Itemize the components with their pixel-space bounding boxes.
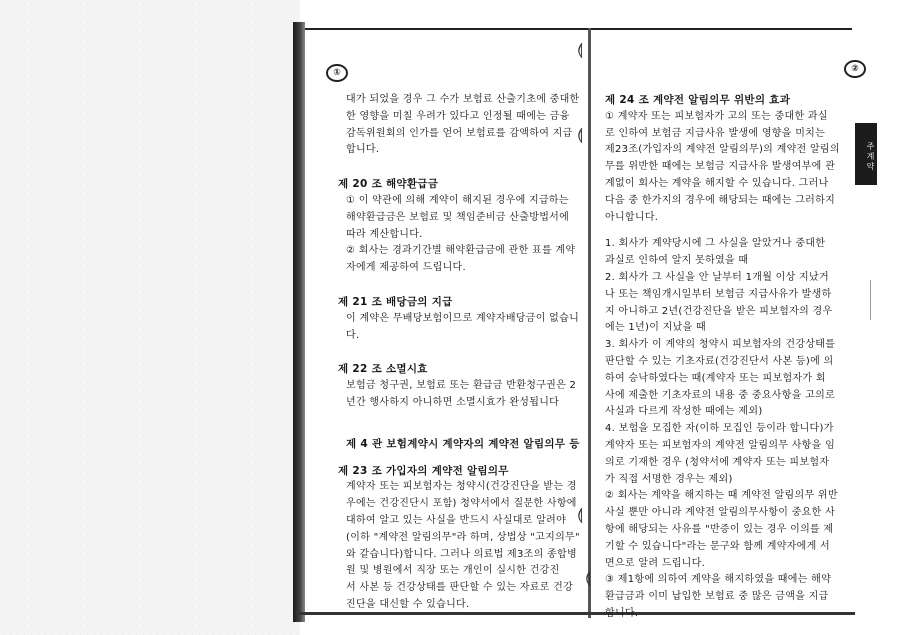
binding-ring-icon: ⟬ [577,505,583,524]
text-line: 사실 뿐만 아니라 계약전 알림의무사항이 중요한 사 [605,507,836,519]
text-line: 계약자 또는 피보험자는 청약시(건강진단을 받는 경 [346,481,577,493]
text-line: 원 및 병원에서 직장 또는 개인이 실시한 건강진 [346,565,560,577]
right-column [605,92,851,623]
text-line: 가 직접 서명한 경우는 제외) [605,473,733,485]
text-line: 다음 중 한가지의 경우에 해당되는 때에는 그러하지 [605,194,836,206]
text-line: 항에 해당되는 사유를 "반증이 있는 경우 이의를 제 [605,523,834,535]
text-line: 감독위원회의 인가를 얻어 보험료를 감액하여 지급 [346,127,573,139]
text-line: 과실로 인하여 알지 못하였을 때 [605,255,749,267]
text-line: 합니다. [605,607,639,619]
article-22-heading: 제 22 조 소멸시효 [338,363,428,376]
article-21-heading: 제 21 조 배당금의 지급 [338,295,453,308]
text-line: 자에게 제공하여 드립니다. [346,262,466,274]
text-line: 대가 되었을 경우 그 수가 보험료 산출기초에 중대한 [346,94,580,105]
left-column [338,92,584,614]
text-line: 환급금과 이미 납입한 보험료 중 많은 금액을 지급 [605,591,829,603]
text-line: 보험금 청구권, 보험료 또는 환급금 반환청구권은 2 [346,380,577,392]
text-line: 우에는 건강진단시 포함) 청약서에서 질문한 사항에 [346,498,577,510]
text-line: 무를 위반한 때에는 보험금 지급사유 발생여부에 관 [605,161,836,173]
text-line: 나 또는 책임개시일부터 보험금 지급사유가 발생하 [605,288,832,300]
text-line: 면으로 알려 드립니다. [605,557,706,569]
text-line: ① 이 약관에 의해 계약이 해지된 경우에 지급하는 [346,194,569,206]
text-line: 제23조(가입자의 계약전 알림의무)의 계약전 알림의 [605,144,840,156]
text-line: ① 계약자 또는 피보험자가 고의 또는 중대한 과실 [605,110,828,122]
text-line: 아니합니다. [605,211,659,223]
text-line: ② 회사는 계약을 해지하는 때 계약전 알림의무 위반 [605,490,838,502]
text-line: 이 계약은 무배당보험이므로 계약자배당금이 없습니 [346,312,580,324]
text-line: 판단할 수 있는 기초자료(건강진단서 사본 등)에 의 [605,355,834,367]
article-20-heading: 제 20 조 해약환급금 [338,178,439,191]
left-page-number: ① [326,64,348,82]
text-line: (이하 "계약전 알림의무"라 하며, 상법상 "고지의무" [346,531,580,543]
text-line: 서 사본 등 건강상태를 판단할 수 있는 자료로 건강 [346,582,574,594]
text-line: 대하여 알고 있는 사실을 반드시 사실대로 알려야 [346,514,567,526]
text-line: 사에 제출한 기초자료의 내용 중 중요사항을 고의로 [605,389,836,401]
page-fold-mark [870,280,879,320]
text-line: 사실과 다르게 작성한 때에는 제외) [605,406,763,418]
text-line: 한 영향을 미칠 우려가 있다고 인정될 때에는 금융 [346,110,570,122]
binding-ring-icon: ⟬ [577,125,583,144]
text-line: ② 회사는 경과기간별 해약환급금에 관한 표를 계약 [346,245,576,257]
list-item: 3. 회사가 이 계약의 청약시 피보험자의 건강상태를 [605,339,836,351]
binding-ring-icon: ⟬ [577,40,583,59]
article-23-heading: 제 23 조 가입자의 계약전 알림의무 [338,464,509,477]
list-item: 1. 회사가 계약당시에 그 사실을 알았거나 중대한 [605,238,826,250]
text-line: 계없이 회사는 계약을 해지할 수 있습니다. 그러나 [605,177,829,189]
text-line: 하여 승낙하였다는 때(계약자 또는 피보험자가 회 [605,372,826,384]
binding-ring-icon: ⟬ [585,568,591,587]
text-line: 다. [346,329,360,341]
text-line: 계약자 또는 피보험자의 계약전 알림의무 사항을 임 [605,439,836,451]
book-gutter [588,28,591,618]
intro-paragraph [338,92,584,159]
chapter-4-heading: 제 4 관 보험계약시 계약자의 계약전 알림의무 등 [346,437,580,450]
right-page-number: ② [844,60,866,78]
list-item: 4. 보험을 모집한 자(이하 모집인 등이라 합니다)가 [605,423,834,435]
text-line: 합니다. [346,144,380,156]
text-line: 에는 1년)이 지났을 때 [605,322,706,334]
section-side-tab: 주계약 [855,123,877,185]
text-line: 의로 기재한 경우 (청약서에 계약자 또는 피보험자 [605,456,830,468]
text-line: 따라 계산합니다. [346,228,423,240]
text-line: 년간 행사하지 아니하면 소멸시효가 완성됩니다 [346,396,560,408]
text-line: 기할 수 있습니다"라는 문구와 함께 계약자에게 서 [605,540,830,552]
list-item: 2. 회사가 그 사실을 안 날부터 1개월 이상 지났거 [605,271,829,283]
scanner-margin [0,0,300,635]
text-line: ③ 제1항에 의하여 계약을 해지하였을 때에는 해약 [605,574,832,586]
scan-edge-shadow [293,22,305,622]
text-line: 진단을 대신할 수 있습니다. [346,598,470,610]
text-line: 로 인하여 보험금 지급사유 발생에 영향을 미치는 [605,127,826,139]
text-line: 지 아니하고 2년(건강진단을 받은 피보험자의 경우 [605,305,833,317]
text-line: 와 같습니다)합니다. 그러나 의료법 제3조의 종합병 [346,548,577,560]
article-24-heading: 제 24 조 계약전 알림의무 위반의 효과 [605,94,791,106]
text-line: 해약환급금은 보험료 및 책임준비금 산출방법서에 [346,211,570,223]
